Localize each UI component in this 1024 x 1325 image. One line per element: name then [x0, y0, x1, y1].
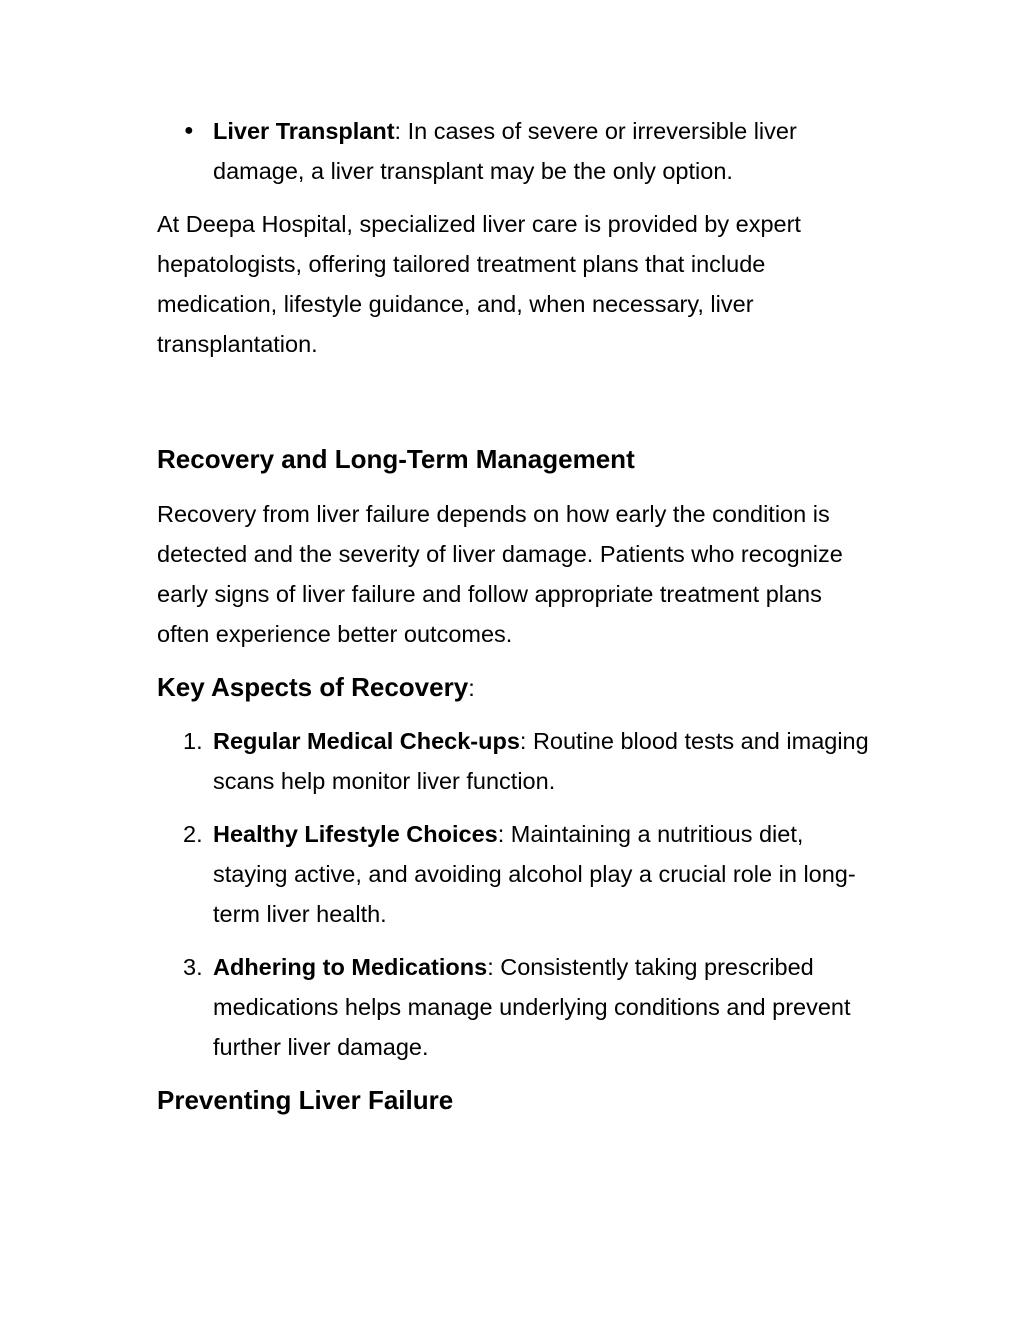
- bullet-icon: ●: [184, 122, 194, 139]
- list-item: [157, 947, 877, 1067]
- key-aspects-heading-colon: :: [468, 675, 475, 701]
- key-aspects-heading-text: Key Aspects of Recovery: [157, 672, 469, 702]
- recovery-paragraph: Recovery from liver failure depends on how early the condition is detected and the severity of liver damage. Patients who recognize early signs of liver failure and follow appropriate treatment plans often experience better outcomes.: [157, 501, 843, 647]
- list-item-term: Regular Medical Check-ups: [213, 728, 520, 754]
- list-item-term: Adhering to Medications: [213, 954, 488, 980]
- list-item: [157, 814, 877, 934]
- liver-transplant-term: Liver Transplant: [213, 118, 395, 144]
- list-item-liver-transplant: [157, 111, 877, 191]
- list-item-text: : Maintaining a nutritious diet, staying active, and avoiding alcohol play a crucial role in long-term liver health.: [213, 821, 856, 927]
- list-number: 1.: [183, 728, 203, 754]
- key-aspects-heading: [157, 667, 877, 708]
- list-item-text: : Consistently taking prescribed medications helps manage underlying conditions and prevent further liver damage.: [213, 954, 851, 1060]
- liver-transplant-text: : In cases of severe or irreversible liver damage, a liver transplant may be the only option.: [213, 118, 797, 184]
- recovery-heading: Recovery and Long-Term Management: [157, 444, 635, 474]
- list-item-term: Healthy Lifestyle Choices: [213, 821, 498, 847]
- list-item-text: : Routine blood tests and imaging scans help monitor liver function.: [213, 728, 869, 794]
- key-aspects-list: [157, 721, 877, 1067]
- preventing-heading: Preventing Liver Failure: [157, 1085, 454, 1115]
- deepa-hospital-paragraph: At Deepa Hospital, specialized liver care is provided by expert hepatologists, offering tailored treatment plans that include medication, lifestyle guidance, and, when necessary, liver transplantation.: [157, 211, 801, 357]
- page-content: [157, 111, 877, 1120]
- list-number: 2.: [183, 821, 203, 847]
- treatment-bullet-list: [157, 111, 877, 191]
- list-item: [157, 721, 877, 801]
- list-number: 3.: [183, 954, 203, 980]
